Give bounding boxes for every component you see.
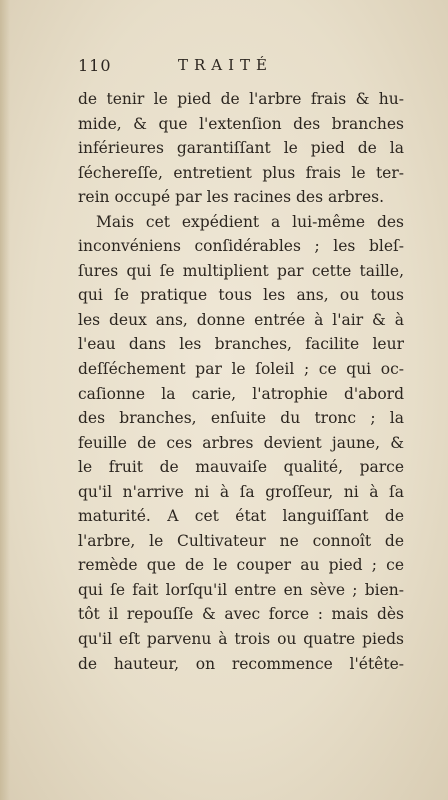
text-line: inférieures garantiſſant le pied de la [78,139,404,158]
text-line: feuille de ces arbres devient jaune, & [78,433,404,452]
text-line: rein occupé par les racines des arbres. [78,188,384,207]
text-line: qui ſe fait lorſqu'il entre en sève ; bien- [78,580,404,599]
body-text [78,87,404,676]
text-line: qu'il n'arrive ni à ſa groſſeur, ni à ſa [78,482,404,501]
text-line: ſures qui ſe multiplient par cette taille, [78,261,404,280]
text-line: tôt il repouſſe & avec force : mais dès [78,605,404,624]
text-line: qui ſe pratique tous les ans, ou tous [78,286,404,305]
text-line: inconvéniens conſidérables ; les bleſ- [78,237,404,256]
running-header [78,56,396,78]
text-line: mide, & que l'extenſion des branches [78,114,404,133]
text-line: Mais cet expédient a lui-même des [96,212,404,231]
text-line: l'arbre, le Cultivateur ne connoît de [78,531,404,550]
text-line: caſionne la carie, l'atrophie d'abord [78,384,404,403]
text-line: de hauteur, on recommence l'étête- [78,654,404,673]
text-line: qu'il eſt parvenu à trois ou quatre pieds [78,630,404,649]
text-line: les deux ans, donne entrée à l'air & à [78,310,404,329]
running-title: TRAITÉ [178,56,274,74]
text-line: le fruit de mauvaiſe qualité, parce [78,458,404,477]
text-line: maturité. A cet état languiſſant de [78,507,404,526]
text-line: ſéchereſſe, entretient plus frais le ter- [78,163,404,182]
text-line: remède que de le couper au pied ; ce [78,556,404,575]
text-line: des branches, enſuite du tronc ; la [78,409,404,428]
page-edge-shadow [0,0,10,800]
text-line: deſſéchement par le ſoleil ; ce qui oc- [78,360,404,379]
text-line: l'eau dans les branches, facilite leur [78,335,404,354]
text-line: de tenir le pied de l'arbre frais & hu- [78,90,404,108]
page-number: 110 [78,56,112,75]
